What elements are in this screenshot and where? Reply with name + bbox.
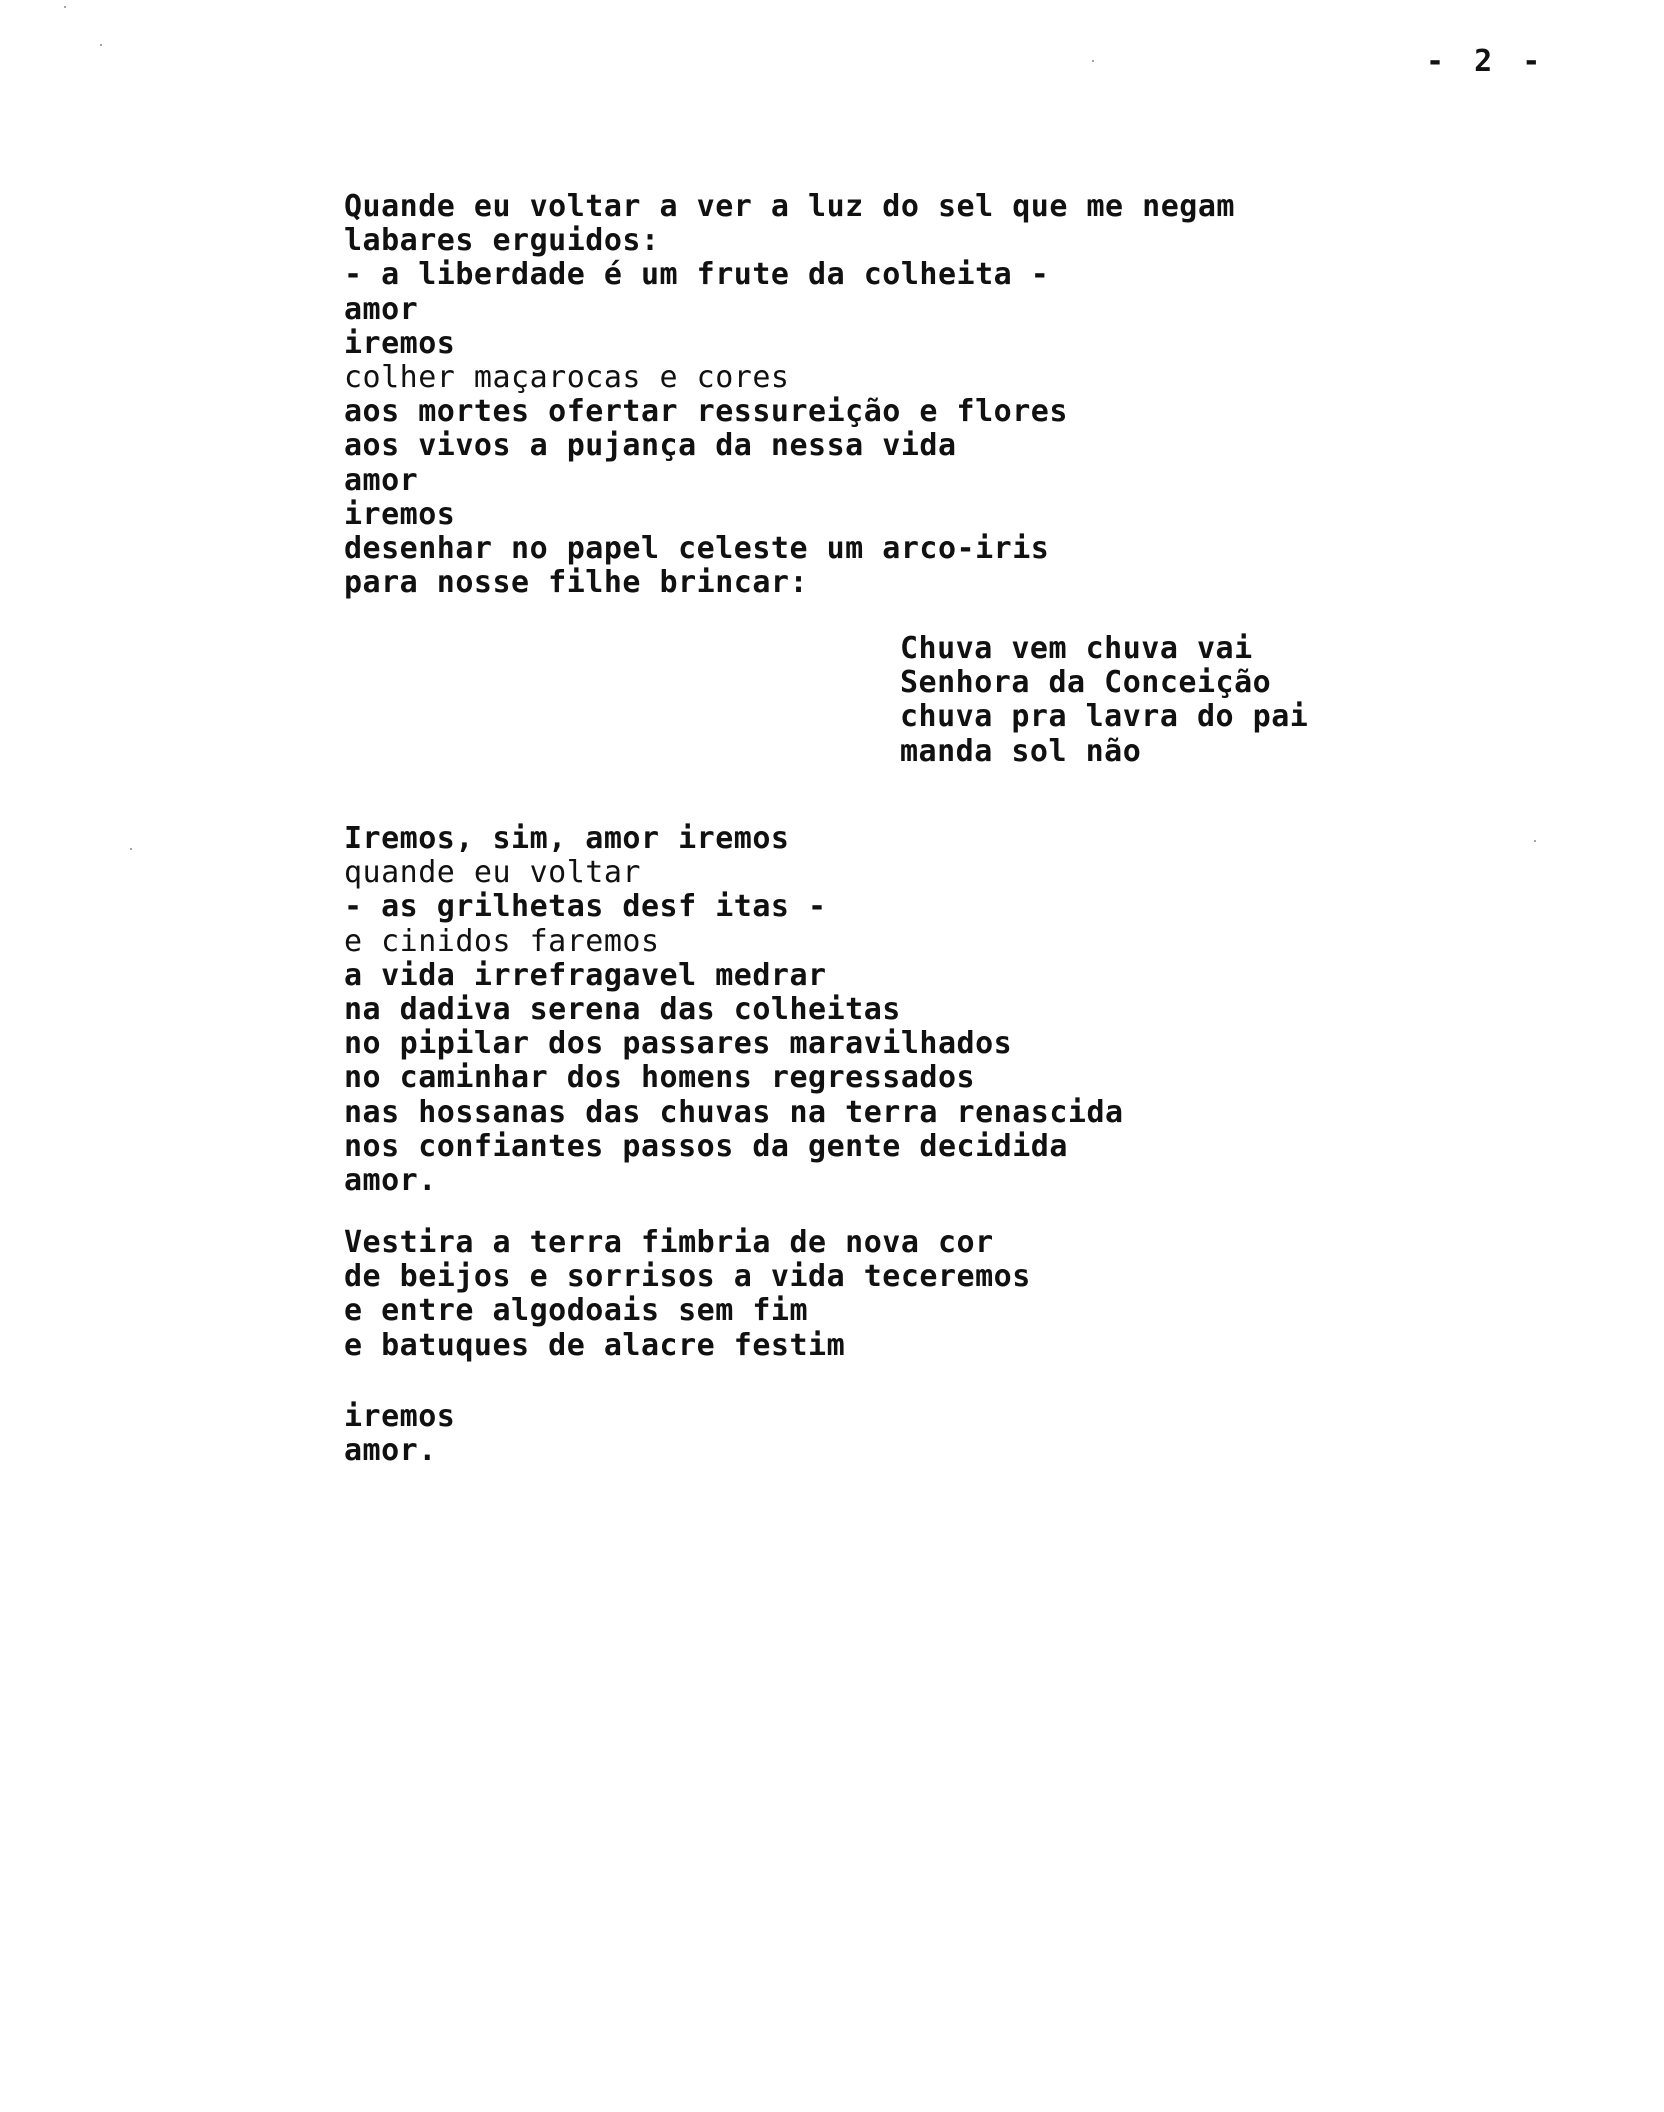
poem-line: colher maçarocas e cores — [344, 359, 790, 395]
poem-line: no caminhar dos homens regressados — [344, 1060, 976, 1096]
scan-speck — [1534, 840, 1536, 842]
poem-line: nas hossanas das chuvas na terra renascida — [344, 1094, 1124, 1130]
stanza-return — [344, 822, 1124, 1198]
poem-line: manda sol não — [900, 733, 1142, 769]
poem-line: amor. — [344, 1162, 437, 1198]
page-number: - 2 - — [1426, 44, 1547, 79]
poem-line: na dadiva serena das colheitas — [344, 991, 901, 1027]
poem-line: para nosse filhe brincar: — [344, 565, 809, 601]
poem-line: iremos — [344, 325, 456, 361]
scan-speck — [64, 6, 66, 8]
poem-line: Vestira a terra fimbria de nova cor — [344, 1225, 994, 1260]
poem-line: - as grilhetas desf itas - — [344, 889, 827, 925]
poem-line: - a liberdade é um frute da colheita - — [344, 257, 1050, 293]
poem-line: Senhora da Conceição — [900, 665, 1272, 701]
scan-speck — [130, 848, 132, 850]
poem-line: iremos — [344, 1399, 456, 1434]
poem-line: e batuques de alacre festim — [344, 1327, 846, 1363]
poem-line: a vida irrefragavel medrar — [344, 957, 827, 993]
poem-line: desenhar no papel celeste um arco-iris — [344, 530, 1050, 566]
poem-line: aos vivos a pujança da nessa vida — [344, 428, 957, 464]
poem-line: no pipilar dos passares maravilhados — [344, 1026, 1013, 1062]
poem-line: Quande eu voltar a ver a luz do sel que me negam — [344, 189, 1235, 224]
poem-line: amor — [344, 291, 419, 327]
stanza-vestira — [344, 1226, 1031, 1363]
stanza-opening — [344, 190, 1235, 600]
poem-line: iremos — [344, 496, 456, 532]
scan-speck — [100, 44, 102, 46]
stanza-refrain — [900, 632, 1308, 769]
poem-line: chuva pra lavra do pai — [900, 699, 1309, 735]
poem-line: Chuva vem chuva vai — [900, 631, 1253, 666]
poem-line: amor — [344, 462, 419, 498]
poem-line: amor. — [344, 1433, 437, 1469]
poem-line: aos mortes ofertar ressureição e flores — [344, 394, 1068, 430]
poem-line: quande eu voltar — [344, 855, 641, 891]
poem-line: e entre algodoais sem fim — [344, 1293, 809, 1329]
poem-line: Iremos, sim, amor iremos — [344, 821, 790, 856]
poem-line: nos confiantes passos da gente decidida — [344, 1128, 1068, 1164]
scan-speck — [1092, 60, 1094, 62]
poem-line: de beijos e sorrisos a vida teceremos — [344, 1259, 1031, 1295]
poem-line: e cinidos faremos — [344, 923, 660, 959]
stanza-closing — [344, 1400, 455, 1468]
poem-line: labares erguidos: — [344, 223, 660, 259]
